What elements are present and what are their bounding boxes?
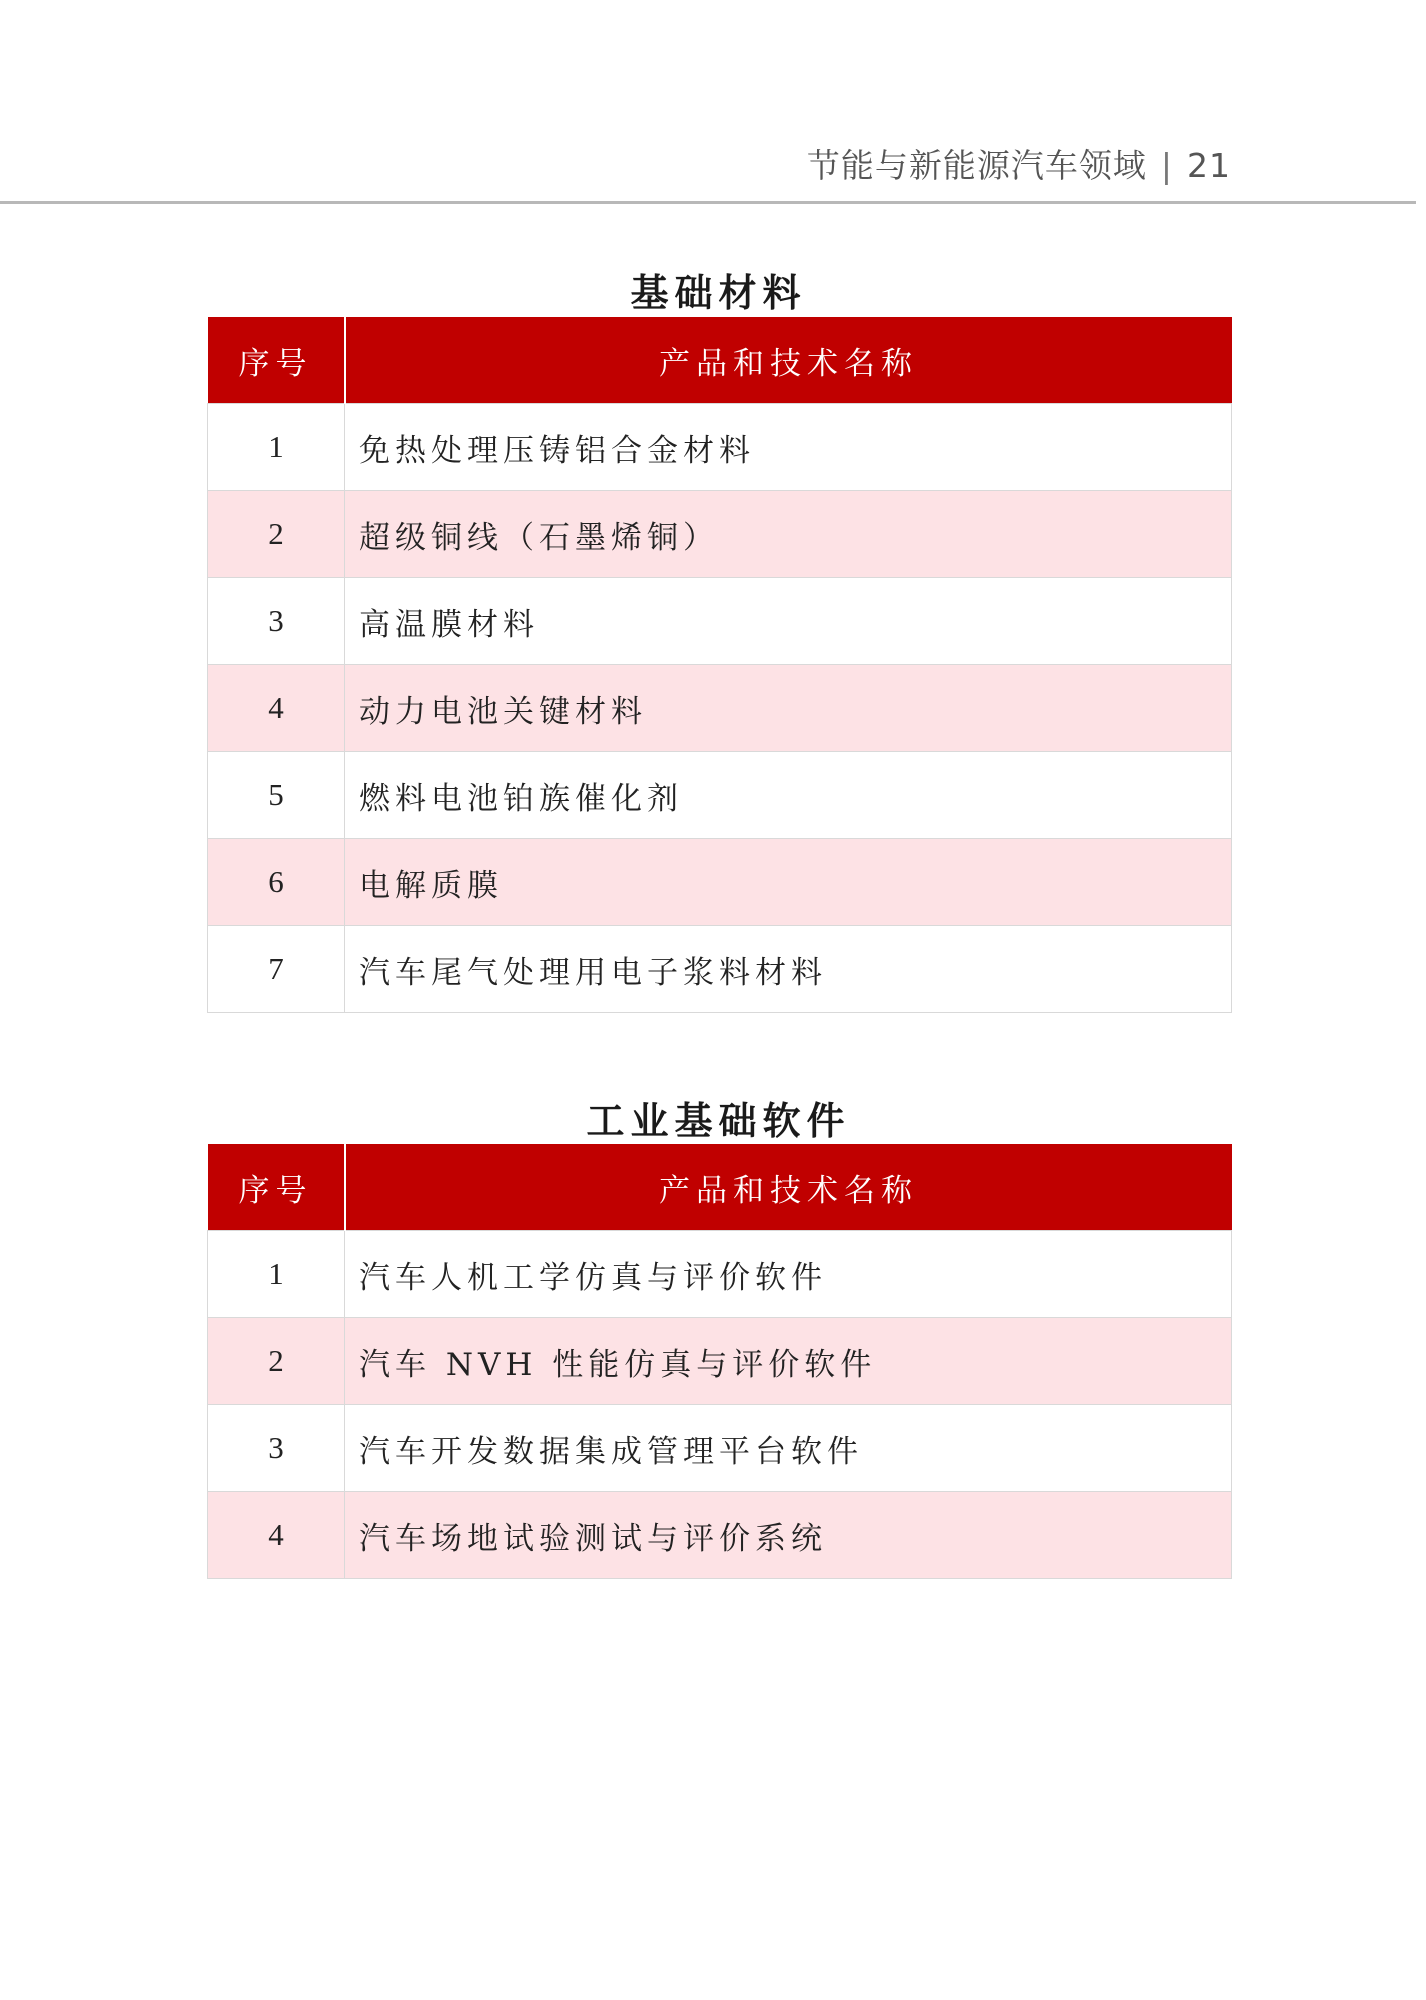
row-number: 4 bbox=[208, 1492, 345, 1579]
table-row bbox=[208, 404, 1232, 491]
row-name: 汽车 NVH 性能仿真与评价软件 bbox=[345, 1318, 1232, 1405]
row-number: 6 bbox=[208, 839, 345, 926]
header-rule bbox=[0, 201, 1416, 204]
table-industrial-software bbox=[207, 1144, 1232, 1579]
column-header-name: 产品和技术名称 bbox=[345, 1144, 1232, 1231]
row-number: 7 bbox=[208, 926, 345, 1013]
row-number: 3 bbox=[208, 578, 345, 665]
column-header-number: 序号 bbox=[208, 1144, 345, 1231]
row-name: 汽车场地试验测试与评价系统 bbox=[345, 1492, 1232, 1579]
table-row bbox=[208, 839, 1232, 926]
section-name: 节能与新能源汽车领域 bbox=[806, 146, 1147, 185]
row-name: 燃料电池铂族催化剂 bbox=[345, 752, 1232, 839]
row-name: 超级铜线（石墨烯铜） bbox=[345, 491, 1232, 578]
table-row bbox=[208, 491, 1232, 578]
row-number: 1 bbox=[208, 404, 345, 491]
table-title-basic-materials: 基础材料 bbox=[630, 270, 807, 315]
table-row bbox=[208, 1405, 1232, 1492]
table-row bbox=[208, 665, 1232, 752]
row-name: 汽车开发数据集成管理平台软件 bbox=[345, 1405, 1232, 1492]
running-header bbox=[807, 140, 1231, 187]
table-row bbox=[208, 578, 1232, 665]
table-row bbox=[208, 1318, 1232, 1405]
row-number: 5 bbox=[208, 752, 345, 839]
row-name: 高温膜材料 bbox=[345, 578, 1232, 665]
header-separator: | bbox=[1160, 146, 1173, 185]
column-header-name: 产品和技术名称 bbox=[345, 317, 1232, 404]
table-row bbox=[208, 1492, 1232, 1579]
row-name: 电解质膜 bbox=[345, 839, 1232, 926]
row-number: 1 bbox=[208, 1231, 345, 1318]
table-header-row bbox=[208, 317, 1232, 404]
row-number: 2 bbox=[208, 491, 345, 578]
row-number: 2 bbox=[208, 1318, 345, 1405]
row-number: 3 bbox=[208, 1405, 345, 1492]
column-header-number: 序号 bbox=[208, 317, 345, 404]
row-name: 汽车人机工学仿真与评价软件 bbox=[345, 1231, 1232, 1318]
row-name: 动力电池关键材料 bbox=[345, 665, 1232, 752]
page-number: 21 bbox=[1187, 146, 1231, 185]
table-basic-materials bbox=[207, 317, 1232, 1013]
row-number: 4 bbox=[208, 665, 345, 752]
table-row bbox=[208, 1231, 1232, 1318]
table-row bbox=[208, 926, 1232, 1013]
row-name: 免热处理压铸铝合金材料 bbox=[345, 404, 1232, 491]
table-title-industrial-software: 工业基础软件 bbox=[586, 1098, 851, 1143]
row-name: 汽车尾气处理用电子浆料材料 bbox=[345, 926, 1232, 1013]
table-row bbox=[208, 752, 1232, 839]
table-header-row bbox=[208, 1144, 1232, 1231]
